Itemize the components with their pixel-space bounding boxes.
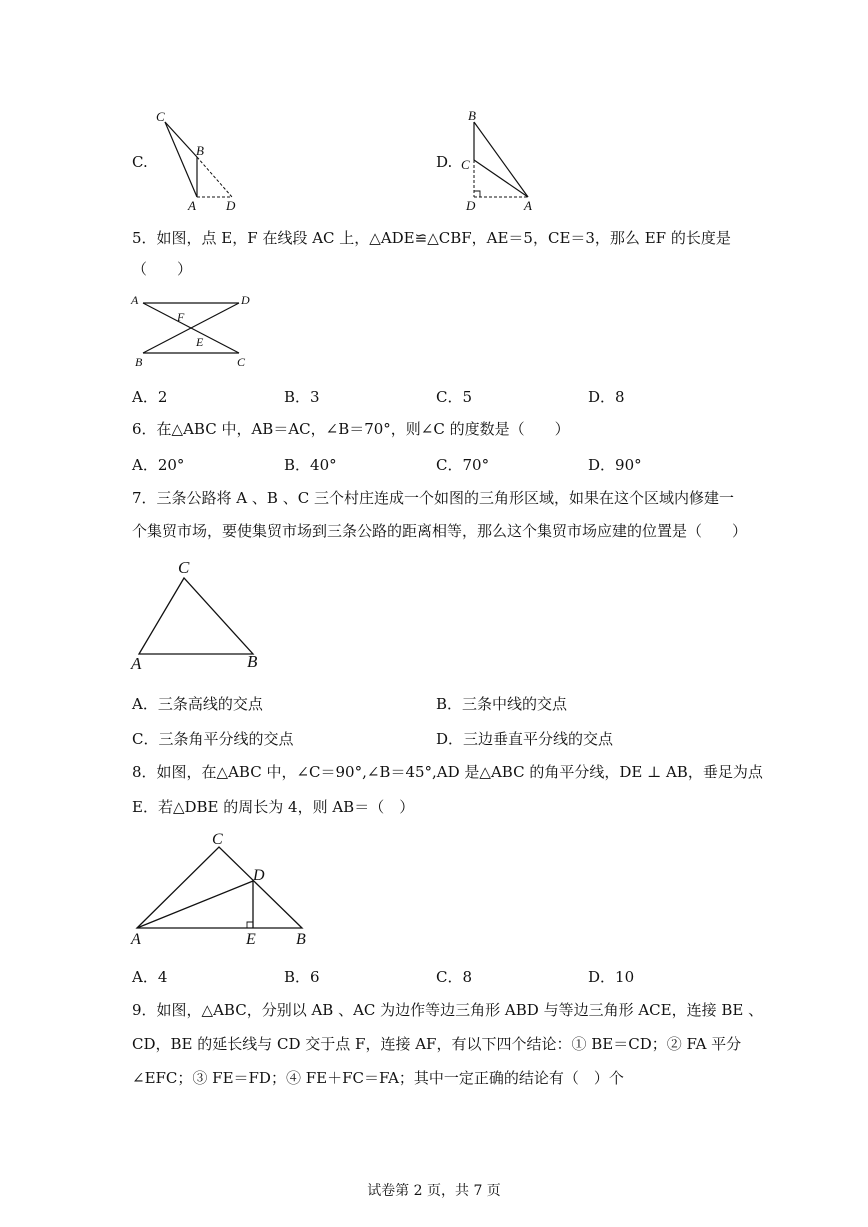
q8-label-c: C: [212, 831, 223, 848]
q6-option-c: C．70°: [436, 456, 490, 474]
q8-stem-line2: E．若△DBE 的周长为 4，则 AB＝（ ）: [132, 798, 415, 816]
q5-option-b: B．3: [284, 388, 320, 406]
q8-label-a: A: [131, 931, 141, 948]
q5-label-d: D: [241, 293, 250, 307]
q8-stem-line1: 8．如图，在△ABC 中，∠C＝90°,∠B＝45°,AD 是△ABC 的角平分线，DE ⊥ AB，垂足为点: [132, 763, 763, 781]
q7-stem-line2: 个集贸市场，要使集贸市场到三条公路的距离相等，那么这个集贸市场应建的位置是（ ）: [132, 522, 748, 540]
q4c-label-a: A: [188, 198, 196, 213]
q4d-label-c: C: [461, 157, 470, 172]
q7-option-a: A．三条高线的交点: [132, 695, 263, 713]
q6-option-b: B．40°: [284, 456, 337, 474]
q5-label-a: A: [131, 293, 139, 307]
q4c-label-d: D: [226, 198, 236, 213]
q7-label-c: C: [178, 558, 190, 577]
q4c-label-b: B: [196, 143, 204, 158]
q4d-label-a: A: [524, 198, 532, 213]
q6-stem: 6．在△ABC 中，AB＝AC，∠B＝70°，则∠C 的度数是（ ）: [132, 420, 570, 438]
q8-label-b: B: [296, 931, 306, 948]
q4d-label-b: B: [468, 108, 476, 123]
q7-option-b: B．三条中线的交点: [436, 695, 568, 713]
q8-label-d: D: [253, 867, 265, 884]
q4-option-c-label: C.: [132, 153, 148, 171]
q5-option-a: A．2: [132, 388, 168, 406]
q7-option-c: C．三条角平分线的交点: [132, 730, 294, 748]
q8-option-d: D．10: [588, 968, 635, 986]
q5-label-b: B: [135, 355, 143, 369]
q8-option-b: B．6: [284, 968, 320, 986]
q5-label-c: C: [237, 355, 246, 369]
q5-label-e: E: [196, 335, 204, 349]
page-footer: 试卷第 2 页，共 7 页: [367, 1183, 501, 1199]
q7-stem-line1: 7．三条公路将 A 、B 、C 三个村庄连成一个如图的三角形区域，如果在这个区域内修建一: [132, 489, 734, 507]
q8-option-c: C．8: [436, 968, 473, 986]
q6-option-a: A．20°: [132, 456, 185, 474]
q8-option-a: A．4: [132, 968, 168, 986]
q5-stem-line2: （ ）: [132, 260, 193, 278]
q4-option-d-label: D.: [436, 153, 453, 171]
q7-label-b: B: [247, 652, 258, 671]
q4c-label-c: C: [156, 109, 165, 124]
q9-stem-line1: 9．如图，△ABC，分别以 AB 、AC 为边作等边三角形 ABD 与等边三角形 ACE，连接 BE 、: [132, 1001, 764, 1019]
q7-label-a: A: [131, 654, 142, 673]
q9-stem-line3: ∠EFC；③ FE＝FD；④ FE＋FC＝FA；其中一定正确的结论有（ ）个: [132, 1069, 624, 1087]
q6-option-d: D．90°: [588, 456, 642, 474]
q5-option-d: D．8: [588, 388, 625, 406]
q5-label-f: F: [177, 310, 185, 324]
q5-option-c: C．5: [436, 388, 473, 406]
q8-label-e: E: [246, 931, 256, 948]
q4d-label-d: D: [466, 198, 476, 213]
q5-stem-line1: 5．如图，点 E，F 在线段 AC 上，△ADE≌△CBF，AE＝5，CE＝3，那么 EF 的长度是: [132, 229, 731, 247]
q7-option-d: D．三边垂直平分线的交点: [436, 730, 614, 748]
q9-stem-line2: CD，BE 的延长线与 CD 交于点 F，连接 AF，有以下四个结论：① BE＝CD；② FA 平分: [132, 1035, 742, 1053]
